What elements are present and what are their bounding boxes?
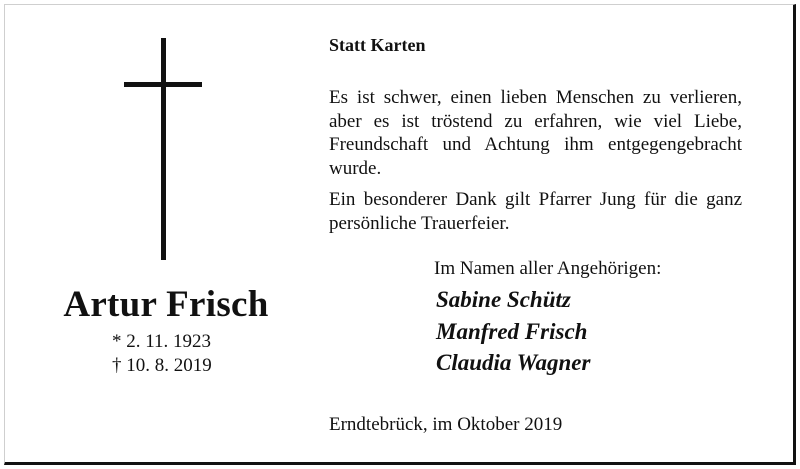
- birth-date: * 2. 11. 1923: [112, 331, 212, 352]
- place-and-date: Erndtebrück, im Oktober 2019: [329, 414, 563, 435]
- closing-line: Im Namen aller Angehörigen:: [434, 258, 662, 279]
- cross-vertical-bar: [161, 38, 166, 260]
- cross-horizontal-bar: [124, 82, 202, 87]
- life-dates: [112, 330, 212, 378]
- death-date: † 10. 8. 2019: [112, 355, 212, 376]
- pastor-thanks-paragraph: Ein besonderer Dank gilt Pfarrer Jung für die ganz persönliche Trauerfeier.: [329, 189, 742, 234]
- signatory-name: Manfred Frisch: [436, 318, 588, 344]
- signatory-name: Claudia Wagner: [436, 350, 591, 375]
- notice-heading: Statt Karten: [329, 35, 426, 55]
- thanks-paragraph: Es ist schwer, einen lieben Menschen zu verlieren, aber es ist tröstend zu erfahren, wie viel Liebe, Freundschaft und Achtung ihm entgegengebracht wurde.: [329, 87, 742, 179]
- signatory-name: Sabine Schütz: [436, 287, 571, 312]
- signatories: [436, 284, 590, 379]
- deceased-name: Artur Frisch: [63, 284, 269, 325]
